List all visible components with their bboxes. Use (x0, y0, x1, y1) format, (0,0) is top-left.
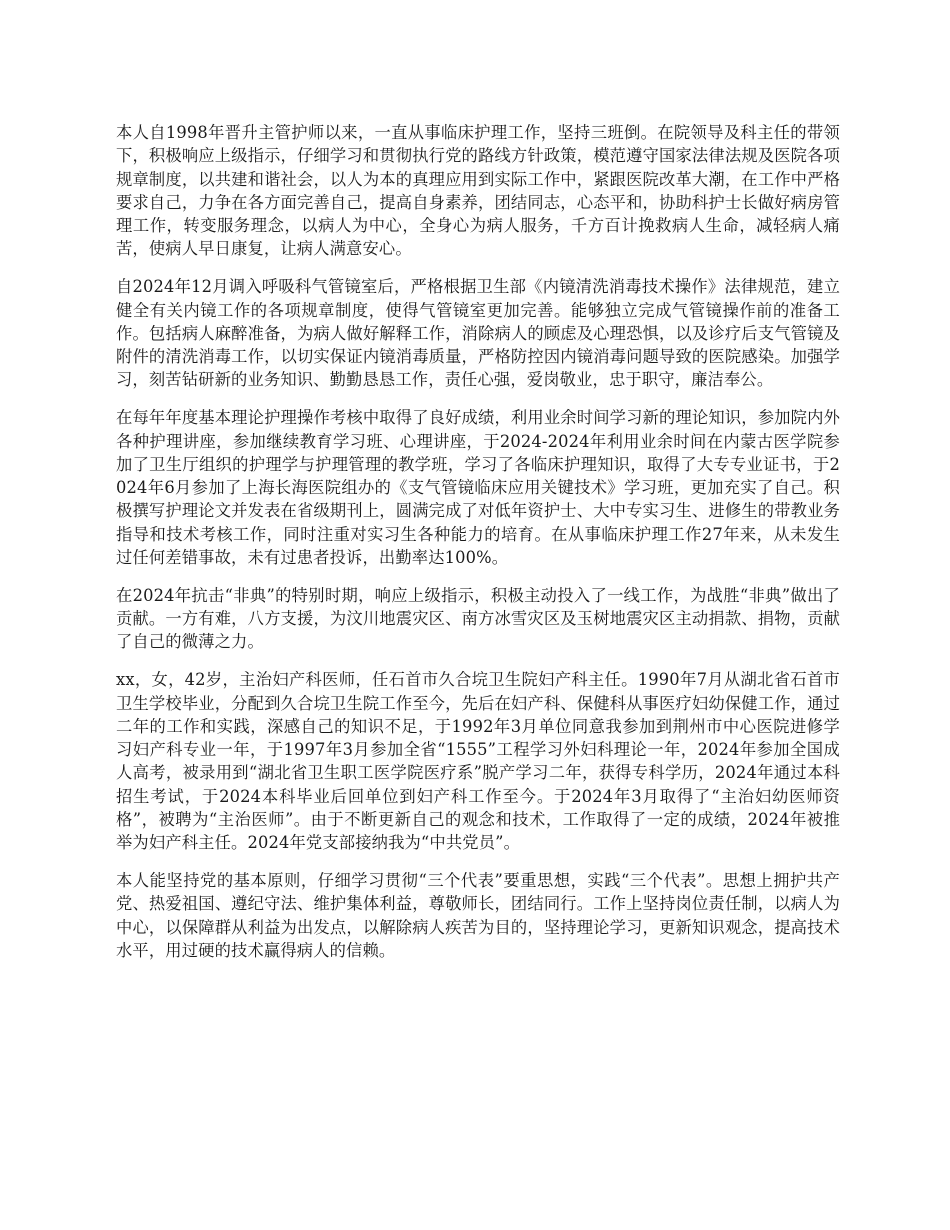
paragraph-training-exams: 在每年年度基本理论护理操作考核中取得了良好成绩，利用业余时间学习新的理论知识，参加院内外各种护理讲座，参加继续教育学习班、心理讲座，于2024-2024年利用业余时间在内蒙古医学院参加了卫生厅组织的护理学与护理管理的教学班，学习了各临床护理知识，取得了大专专业证书，于2024年6月参加了上海长海医院组办的《支气管镜临床应用关键技术》学习班，更加充实了自己。积极撰写护理论文并发表在省级期刊上，圆满完成了对低年资护士、大中专实习生、进修生的带教业务指导和技术考核工作，同时注重对实习生各种能力的培育。在从事临床护理工作27年来，从未发生过任何差错事故，未有过患者投诉，出勤率达100%。 (116, 408, 840, 568)
paragraph-promotion-nursing: 本人自1998年晋升主管护师以来，一直从事临床护理工作，坚持三班倒。在院领导及科主任的带领下，积极响应上级指示，仔细学习和贯彻执行党的路线方针政策，模范遵守国家法律法规及医院各项规章制度，以共建和谐社会，以人为本的真理应用到实际工作中，紧跟医院改革大潮，在工作中严格要求自己，力争在各方面完善自己，提高自身素养，团结同志，心态平和，协助科护士长做好病房管理工作，转变服务理念，以病人为中心，全身心为病人服务，千方百计挽救病人生命，减轻病人痛苦，使病人早日康复，让病人满意安心。 (116, 123, 840, 259)
paragraph-party-principles: 本人能坚持党的基本原则，仔细学习贯彻“三个代表”要重思想，实践“三个代表”。思想上拥护共产党、热爱祖国、遵纪守法、维护集体利益，尊敬师长，团结同行。工作上坚持岗位责任制，以病人为中心，以保障群从利益为出发点，以解除病人疾苦为目的，坚持理论学习，更新知识观念，提高技术水平，用过硬的技术赢得病人的信赖。 (116, 871, 840, 960)
paragraph-obstetrics-profile: xx，女，42岁，主治妇产科医师，任石首市久合垸卫生院妇产科主任。1990年7月从湖北省石首市卫生学校毕业，分配到久合垸卫生院工作至今，先后在妇产科、保健科从事医疗妇幼保健工作，通过二年的工作和实践，深感自己的知识不足，于1992年3月单位同意我参加到荆州市中心医院进修学习妇产科专业一年，于1997年3月参加全省“1555”工程学习外妇科理论一年，2024年参加全国成人高考，被录用到“湖北省卫生职工医学院医疗系”脱产学习二年，获得专科学历，2024年通过本科招生考试，于2024本科毕业后回单位到妇产科工作至今。于2024年3月取得了“主治妇幼医师资格”，被聘为“主治医师”。由于不断更新自己的观念和技术，工作取得了一定的成绩，2024年被推举为妇产科主任。2024年党支部接纳我为“中共党员”。 (116, 670, 840, 853)
paragraph-bronchoscopy-room: 自2024年12月调入呼吸科气管镜室后，严格根据卫生部《内镜清洗消毒技术操作》法律规范，建立健全有关内镜工作的各项规章制度，使得气管镜室更加完善。能够独立完成气管镜操作前的准备工作。包括病人麻醉准备，为病人做好解释工作，消除病人的顾虑及心理恐惧，以及诊疗后支气管镜及附件的清洗消毒工作，以切实保证内镜消毒质量，严格防控因内镜消毒问题导致的医院感染。加强学习，刻苦钻研新的业务知识、勤勤恳恳工作，责任心强，爱岗敬业，忠于职守，廉洁奉公。 (116, 277, 840, 390)
paragraph-sars-relief: 在2024年抗击“非典”的特别时期，响应上级指示，积极主动投入了一线工作，为战胜“非典”做出了贡献。一方有难，八方支援，为汶川地震灾区、南方冰雪灾区及玉树地震灾区主动捐款、捐物，贡献了自己的微薄之力。 (116, 585, 840, 652)
document-body (116, 121, 840, 977)
